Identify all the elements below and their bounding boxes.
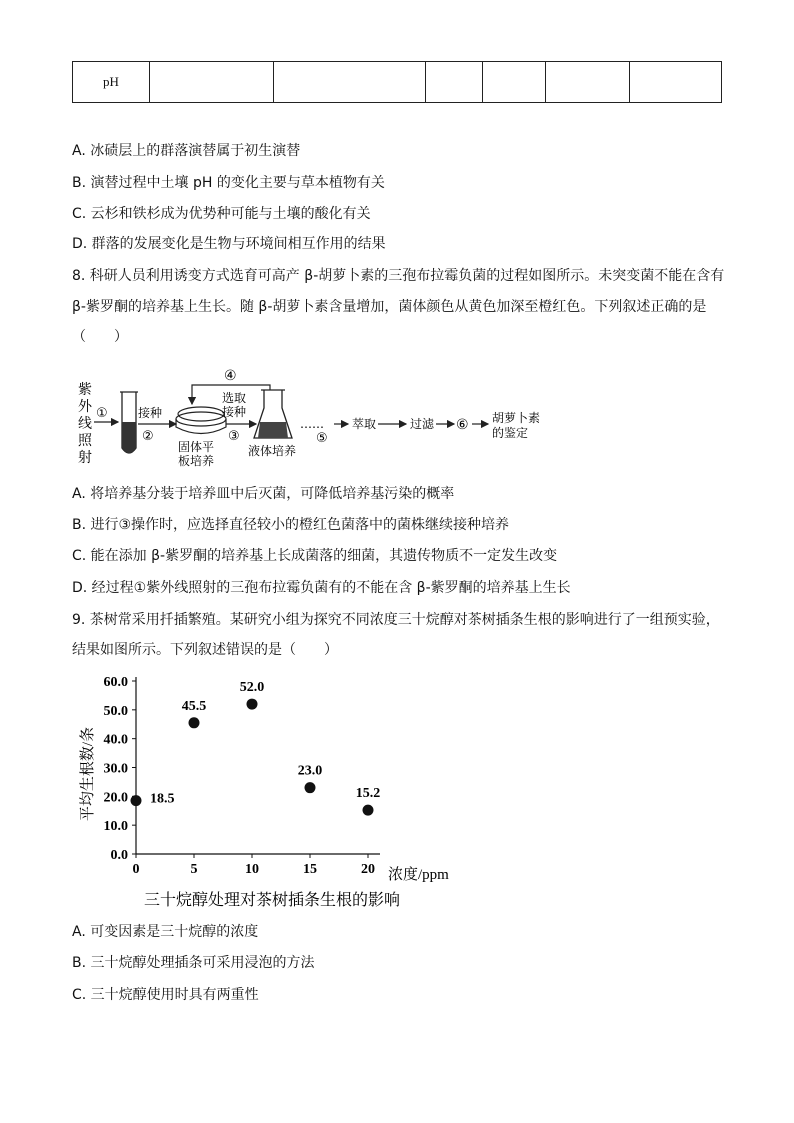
step5-marker: ⑤ — [316, 431, 328, 446]
identify-label-1: 胡萝卜素 — [492, 411, 541, 425]
uv-char: 紫 — [78, 382, 92, 398]
x-tick-label: 5 — [190, 862, 198, 877]
q9-option-c: C. 三十烷醇使用时具有两重性 — [72, 987, 259, 1003]
flask-label: 液体培养 — [248, 444, 297, 458]
data-point — [363, 805, 374, 816]
q8-option-a: A. 将培养基分装于培养皿中后灭菌，可降低培养基污染的概率 — [72, 486, 455, 502]
x-tick-label: 10 — [245, 862, 259, 877]
table-cell — [546, 62, 630, 103]
q8-stem-line-2: β-紫罗酮的培养基上生长。随 β-胡萝卜素含量增加，菌体颜色从黄色加深至橙红色。下列叙述正确的是 — [72, 299, 707, 315]
uv-char: 照 — [78, 433, 92, 449]
q8-option-c: C. 能在添加 β-紫罗酮的培养基上长成菌落的细菌，其遗传物质不一定发生改变 — [72, 548, 558, 564]
data-label: 15.2 — [355, 786, 381, 802]
data-table — [72, 61, 722, 103]
uv-char: 线 — [78, 416, 92, 432]
plate-label-1: 固体平 — [178, 440, 215, 454]
q8-stem-line-1: 8. 科研人员利用诱变方式选育可高产 β-胡萝卜素的三孢布拉霉负菌的过程如图所示。未突变菌不能在含有 — [72, 268, 725, 284]
dots: …… — [300, 417, 324, 431]
process-diagram — [72, 362, 572, 474]
flask-icon — [254, 390, 292, 438]
x-tick-label: 20 — [361, 862, 375, 877]
scatter-chart — [72, 668, 472, 914]
table-cell — [483, 62, 546, 103]
petri-dish-icon — [176, 407, 226, 434]
data-point — [247, 699, 258, 710]
chart-title: 三十烷醇处理对茶树插条生根的影响 — [143, 892, 401, 909]
step2-marker: ② — [142, 429, 154, 444]
chart-ticks — [104, 675, 376, 877]
table-row — [73, 62, 722, 103]
y-tick-label: 40.0 — [103, 732, 128, 748]
plate-label-2: 板培养 — [178, 454, 215, 468]
table-cell — [150, 62, 274, 103]
test-tube-icon — [120, 392, 138, 453]
identify-label-2: 的鉴定 — [492, 426, 529, 440]
y-tick-label: 20.0 — [103, 790, 128, 806]
data-point — [189, 717, 200, 728]
x-tick-label: 15 — [303, 862, 317, 877]
select-label-1: 选取 — [222, 391, 247, 405]
chart-axes — [136, 677, 380, 854]
q9-option-a: A. 可变因素是三十烷醇的浓度 — [72, 924, 259, 940]
uv-char: 外 — [78, 399, 92, 415]
inoculate-label: 接种 — [138, 406, 163, 420]
data-label: 45.5 — [181, 698, 207, 714]
q9-stem-line-1: 9. 茶树常采用扦插繁殖。某研究小组为探究不同浓度三十烷醇对茶树插条生根的影响进行了一组预实验， — [72, 612, 720, 628]
q8-option-d: D. 经过程①紫外线照射的三孢布拉霉负菌有的不能在含 β-紫罗酮的培养基上生长 — [72, 580, 571, 596]
y-tick-label: 60.0 — [103, 675, 128, 690]
table-cell — [426, 62, 483, 103]
data-point — [305, 782, 316, 793]
table-row-label: pH — [73, 62, 150, 103]
y-tick-label: 30.0 — [103, 761, 128, 777]
chart-points — [131, 680, 381, 816]
q7-option-d: D. 群落的发展变化是生物与环境间相互作用的结果 — [72, 236, 386, 252]
y-tick-label: 10.0 — [103, 819, 128, 835]
q7-option-c: C. 云杉和铁杉成为优势种可能与土壤的酸化有关 — [72, 206, 371, 222]
uv-char: 射 — [78, 450, 92, 466]
table-cell — [630, 62, 722, 103]
step4-marker: ④ — [224, 368, 237, 384]
select-label-2: 接种 — [222, 405, 247, 419]
data-point — [131, 795, 142, 806]
data-label: 18.5 — [150, 791, 175, 807]
extract-label: 萃取 — [352, 417, 377, 431]
y-tick-label: 0.0 — [110, 848, 128, 863]
q7-option-a: A. 冰碛层上的群落演替属于初生演替 — [72, 143, 301, 159]
data-label: 23.0 — [297, 763, 323, 779]
filter-label: 过滤 — [410, 417, 435, 431]
y-axis-label: 平均生根数/条 — [80, 726, 96, 822]
q7-option-b: B. 演替过程中土壤 pH 的变化主要与草本植物有关 — [72, 175, 385, 191]
x-tick-label: 0 — [132, 862, 140, 877]
table-cell — [274, 62, 426, 103]
q9-stem-line-2: 结果如图所示。下列叙述错误的是（ ） — [72, 642, 338, 658]
q9-option-b: B. 三十烷醇处理插条可采用浸泡的方法 — [72, 955, 315, 971]
step6-marker: ⑥ — [456, 417, 469, 433]
step3-marker: ③ — [228, 429, 240, 444]
q8-stem-line-3: （ ） — [72, 329, 128, 345]
y-tick-label: 50.0 — [103, 703, 128, 719]
data-label: 52.0 — [239, 680, 265, 696]
step1-marker: ① — [96, 406, 108, 421]
x-axis-label: 浓度/ppm — [388, 867, 449, 883]
q8-option-b: B. 进行③操作时，应选择直径较小的橙红色菌落中的菌株继续接种培养 — [72, 517, 510, 533]
